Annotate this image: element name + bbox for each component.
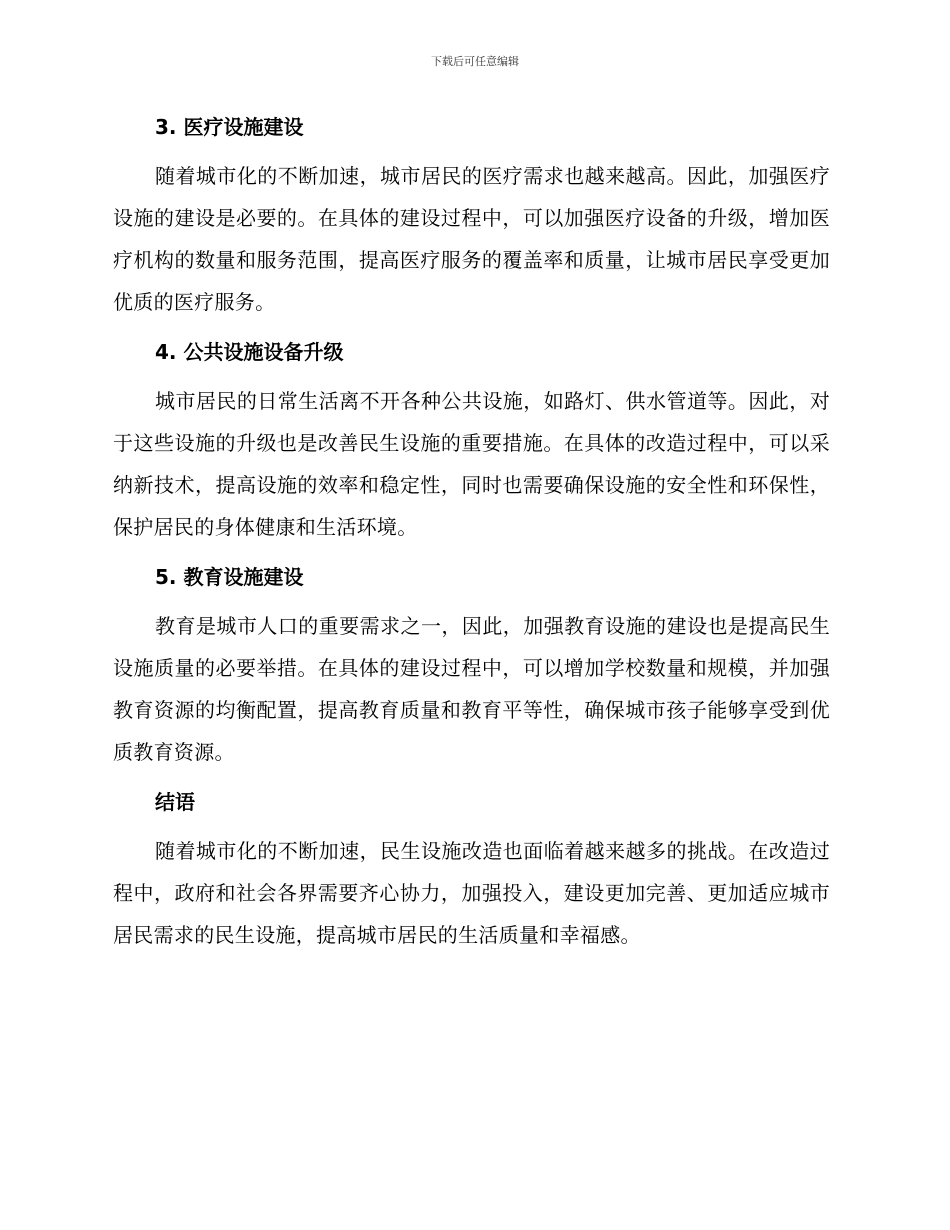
- section-paragraph: 教育是城市人口的重要需求之一，因此，加强教育设施的建设也是提高民生设施质量的必要举措。在具体的建设过程中，可以增加学校数量和规模，并加强教育资源的均衡配置，提高教育质量和教育平等性，确保城市孩子能够享受到优质教育资源。: [113, 614, 830, 764]
- section-public-facilities-upgrade: [113, 337, 830, 548]
- section-conclusion: [113, 787, 830, 956]
- document-body: [113, 112, 830, 970]
- section-paragraph: 随着城市化的不断加速，民生设施改造也面临着越来越多的挑战。在改造过程中，政府和社会各界需要齐心协力，加强投入，建设更加完善、更加适应城市居民需求的民生设施，提高城市居民的生活质量和幸福感。: [113, 839, 830, 947]
- section-heading: 5. 教育设施建设: [155, 565, 304, 589]
- section-paragraph: 城市居民的日常生活离不开各种公共设施，如路灯、供水管道等。因此，对于这些设施的升级也是改善民生设施的重要措施。在具体的改造过程中，可以采纳新技术，提高设施的效率和稳定性，同时也需要确保设施的安全性和环保性，保护居民的身体健康和生活环境。: [113, 389, 830, 539]
- section-heading: 3. 医疗设施建设: [155, 115, 304, 139]
- section-heading: 结语: [155, 790, 195, 814]
- section-paragraph: 随着城市化的不断加速，城市居民的医疗需求也越来越高。因此，加强医疗设施的建设是必要的。在具体的建设过程中，可以加强医疗设备的升级，增加医疗机构的数量和服务范围，提高医疗服务的覆盖率和质量，让城市居民享受更加优质的医疗服务。: [113, 164, 830, 314]
- page-header-note: 下载后可任意编辑: [431, 55, 519, 68]
- section-medical-facilities: [113, 112, 830, 323]
- section-education-facilities: [113, 562, 830, 773]
- section-heading: 4. 公共设施设备升级: [155, 340, 344, 364]
